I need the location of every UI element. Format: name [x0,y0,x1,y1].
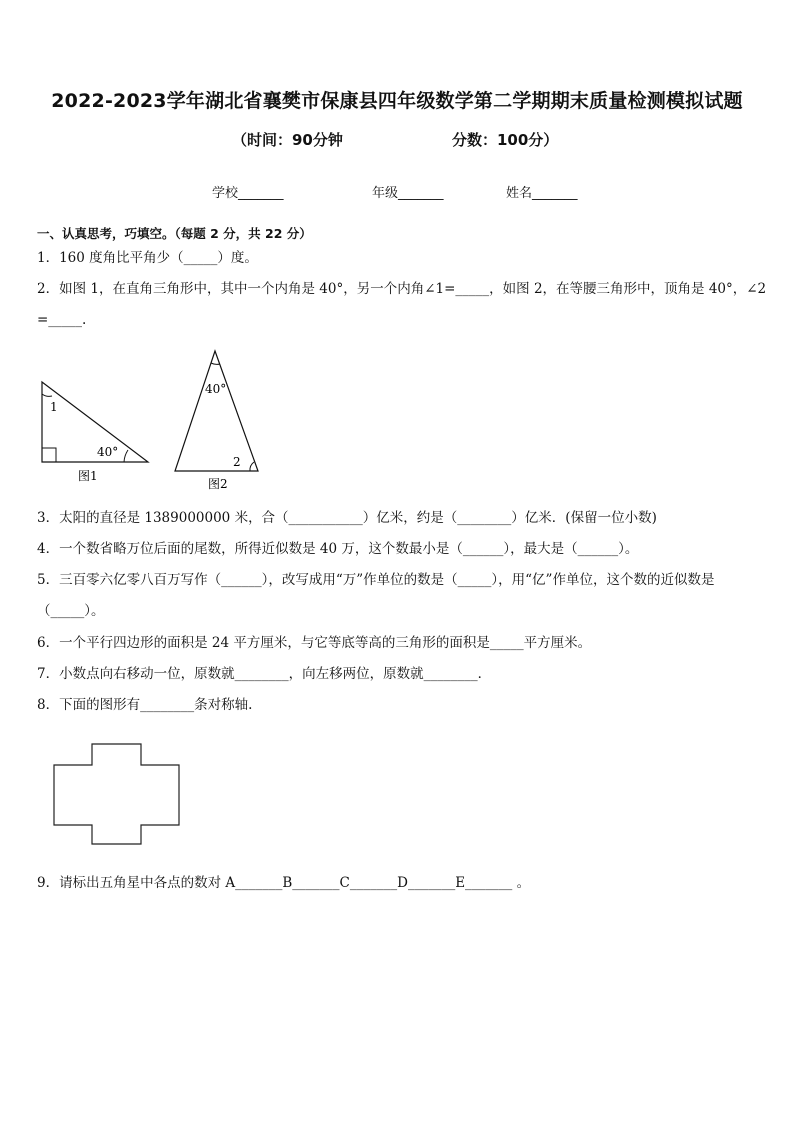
fig2-caption: 图2 [208,477,228,491]
figure-1-right-triangle [36,376,156,486]
fig2-angle-2-label: 2 [233,455,241,469]
exam-title: 2022-2023学年湖北省襄樊市保康县四年级数学第二学期期末质量检测模拟试题 [51,90,743,112]
question-8: 8．下面的图形有________条对称轴. [37,697,253,713]
question-2-line-2: =_____. [37,312,87,328]
question-6: 6．一个平行四边形的面积是 24 平方厘米，与它等底等高的三角形的面积是_____平方厘米。 [37,635,592,651]
exam-score: 分数：100分） [452,131,559,149]
grade-field[interactable]: 年级_______ [372,186,444,201]
question-5-line-2: （_____）。 [37,603,105,619]
question-7: 7．小数点向右移动一位，原数就________，向左移两位，原数就________． [37,666,492,682]
question-4: 4．一个数省略万位后面的尾数，所得近似数是 40 万，这个数最小是（______），最大是（______）。 [37,541,639,557]
figure-2-isosceles-triangle [170,346,265,494]
fig2-apex-label: 40° [205,382,227,396]
cross-shape-figure [50,738,184,848]
question-5-line-1: 5．三百零六亿零八百万写作（______），改写成用“万”作单位的数是（_____），用“亿”作单位，这个数的近似数是 [37,572,715,588]
fig1-angle-1-label: 1 [50,400,58,414]
section-heading: 一、认真思考，巧填空。（每题 2 分，共 22 分） [37,226,312,241]
question-3: 3．太阳的直径是 1389000000 米，合（___________）亿米，约是（________）亿米．(保留一位小数) [37,510,657,526]
exam-subtitle [0,129,794,151]
question-1: 1．160 度角比平角少（_____）度。 [37,250,258,266]
exam-time: （时间：90分钟 [232,131,343,149]
name-field[interactable]: 姓名_______ [506,186,578,201]
school-field[interactable]: 学校_______ [212,186,284,201]
question-2-line-1: 2．如图 1，在直角三角形中，其中一个内角是 40°，另一个内角∠1=_____，如图 2，在等腰三角形中，顶角是 40°，∠2 [37,281,767,297]
question-9: 9．请标出五角星中各点的数对 A_______B_______C_______D_______E_______ 。 [37,875,531,891]
fig1-angle-40-label: 40° [97,445,119,459]
fig1-caption: 图1 [78,469,98,483]
